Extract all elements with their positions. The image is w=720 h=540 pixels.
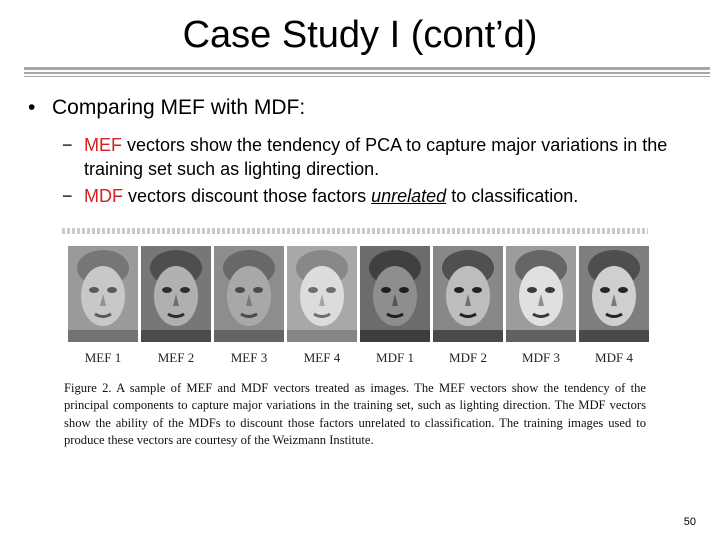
face-label: MEF 4 [303,350,341,365]
sub-bullet-text [84,184,704,208]
mdf-description-start: vectors discount those factors [123,186,372,206]
face-image [506,246,576,342]
face-image [287,246,357,342]
sub-bullet-mef [62,133,702,181]
face-images-strip [68,246,642,342]
sub-bullet-dash: − [62,135,73,155]
face-label: MDF 4 [595,350,633,365]
face-image [579,246,649,342]
face-labels-row [68,350,642,368]
unrelated-emphasis: unrelated [371,186,447,206]
mdf-description-end: to classification. [446,186,579,206]
slide-title: Case Study I (cont’d) [182,14,538,56]
title-divider [24,72,710,74]
sub-bullet-mdf [62,184,702,208]
face-image [433,246,503,342]
mef-highlight: MEF [84,135,122,155]
face-label: MEF 1 [84,350,122,365]
title-divider [24,67,710,70]
face-label: MDF 3 [522,350,560,365]
face-image [214,246,284,342]
mdf-highlight: MDF [84,186,123,206]
face-image [360,246,430,342]
face-image [141,246,211,342]
bullet-dot: • [28,96,36,119]
figure-caption: Figure 2. A sample of MEF and MDF vectors treated as images. The MEF vectors show the tendency of the principal components to capture major variations in the training set, such as lighting direction. The MDF vectors show the ability of the MDFs to discount those factors unrelated to classification. The training images used to produce these vectors are courtesy of the Weizmann Institute. [64,381,646,448]
mef-description: vectors show the tendency of PCA to capture major variations in the training set such as lighting direction. [84,135,668,179]
cropped-text-line [62,228,648,234]
face-label: MEF 2 [157,350,195,365]
title-divider [24,76,710,77]
face-label: MEF 3 [230,350,268,365]
bullet-text: Comparing MEF with MDF: [52,96,306,119]
sub-bullet-dash: − [62,186,73,206]
face-label: MDF 2 [449,350,487,365]
sub-bullet-text [84,133,704,181]
face-image [68,246,138,342]
face-label: MDF 1 [376,350,414,365]
paper-figure [62,228,648,472]
page-number: 50 [683,516,696,528]
